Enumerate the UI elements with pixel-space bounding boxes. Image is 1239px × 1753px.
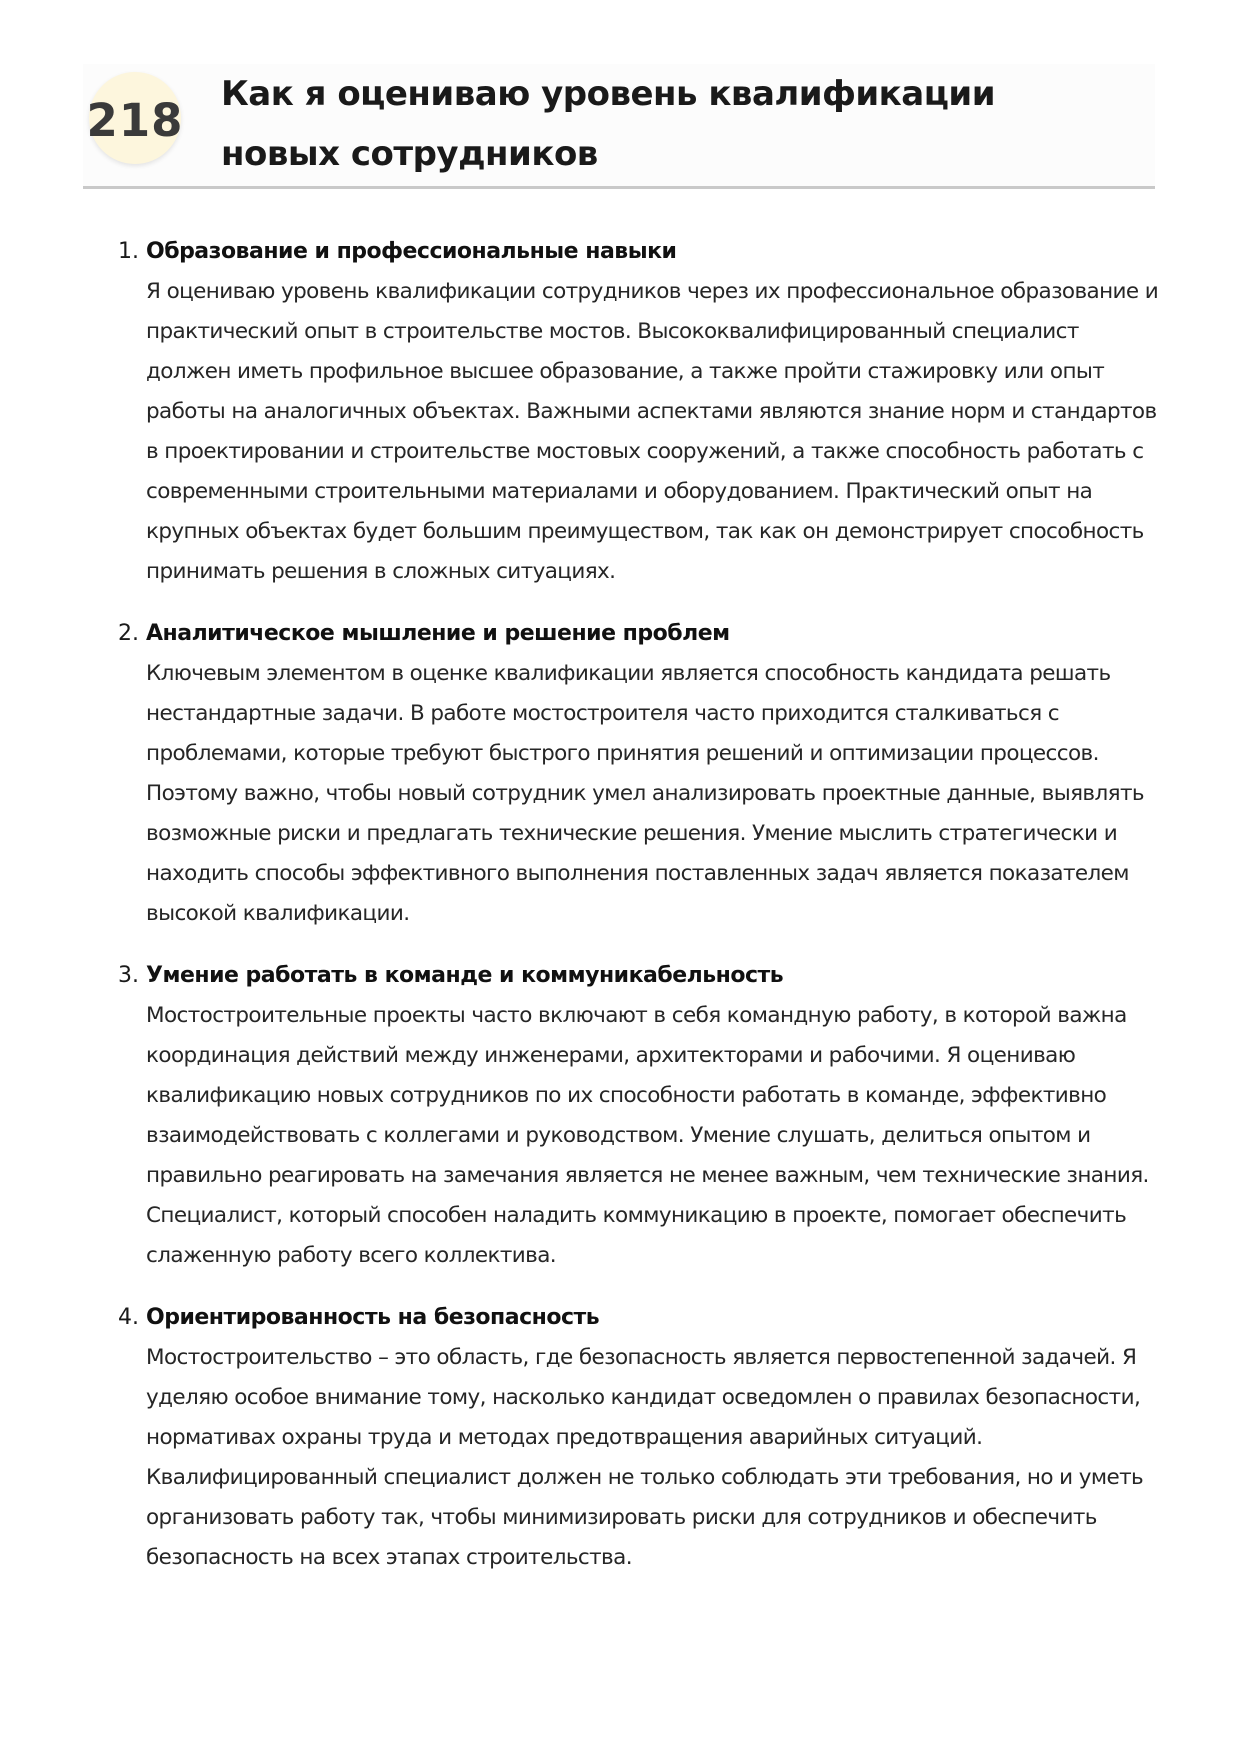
section-heading: Ориентированность на безопасность bbox=[146, 1305, 600, 1330]
list-item-number: 3. bbox=[118, 963, 139, 988]
section-heading: Образование и профессиональные навыки bbox=[146, 239, 677, 264]
section-heading: Аналитическое мышление и решение проблем bbox=[146, 621, 730, 646]
list-item bbox=[118, 614, 1163, 934]
list-item bbox=[118, 956, 1163, 1276]
list-item bbox=[118, 1298, 1163, 1578]
section-paragraph: Мостостроительные проекты часто включают в себя командную работу, в которой важна координация действий между инженерами, архитекторами и рабочими. Я оцениваю квалификацию новых сотрудников по их способности работать в команде, эффективно взаимодействовать с коллегами и руководством. Умение слушать, делиться опытом и правильно реагировать на замечания является не менее важным, чем технические знания. Специалист, который способен наладить коммуникацию в проекте, помогает обеспечить слаженную работу всего коллектива. bbox=[146, 1003, 1149, 1268]
page-title: Как я оцениваю уровень квалификации новых сотрудников bbox=[221, 74, 996, 174]
section-paragraph: Ключевым элементом в оценке квалификации является способность кандидата решать нестандартные задачи. В работе мостостроителя часто приходится сталкиваться с проблемами, которые требуют быстрого принятия решений и оптимизации процессов. Поэтому важно, чтобы новый сотрудник умел анализировать проектные данные, выявлять возможные риски и предлагать технические решения. Умение мыслить стратегически и находить способы эффективного выполнения поставленных задач является показателем высокой квалификации. bbox=[146, 661, 1144, 926]
numbered-list bbox=[118, 232, 1163, 1600]
page-header bbox=[83, 64, 1155, 189]
list-item bbox=[118, 232, 1163, 592]
page-number-badge bbox=[86, 72, 184, 164]
section-heading: Умение работать в команде и коммуникабельность bbox=[146, 963, 784, 988]
page-number: 218 bbox=[86, 94, 184, 147]
section-paragraph: Я оцениваю уровень квалификации сотрудников через их профессиональное образование и практический опыт в строительстве мостов. Высококвалифицированный специалист должен иметь профильное высшее образование, а также пройти стажировку или опыт работы на аналогичных объектах. Важными аспектами являются знание норм и стандартов в проектировании и строительстве мостовых сооружений, а также способность работать с современными строительными материалами и оборудованием. Практический опыт на крупных объектах будет большим преимуществом, так как он демонстрирует способность принимать решения в сложных ситуациях. bbox=[146, 279, 1159, 584]
list-item-number: 2. bbox=[118, 621, 139, 646]
section-paragraph: Мостостроительство – это область, где безопасность является первостепенной задачей. Я уделяю особое внимание тому, насколько кандидат осведомлен о правилах безопасности, нормативах охраны труда и методах предотвращения аварийных ситуаций. Квалифицированный специалист должен не только соблюдать эти требования, но и уметь организовать работу так, чтобы минимизировать риски для сотрудников и обеспечить безопасность на всех этапах строительства. bbox=[146, 1345, 1144, 1570]
list-item-number: 1. bbox=[118, 239, 139, 264]
list-item-number: 4. bbox=[118, 1305, 139, 1330]
